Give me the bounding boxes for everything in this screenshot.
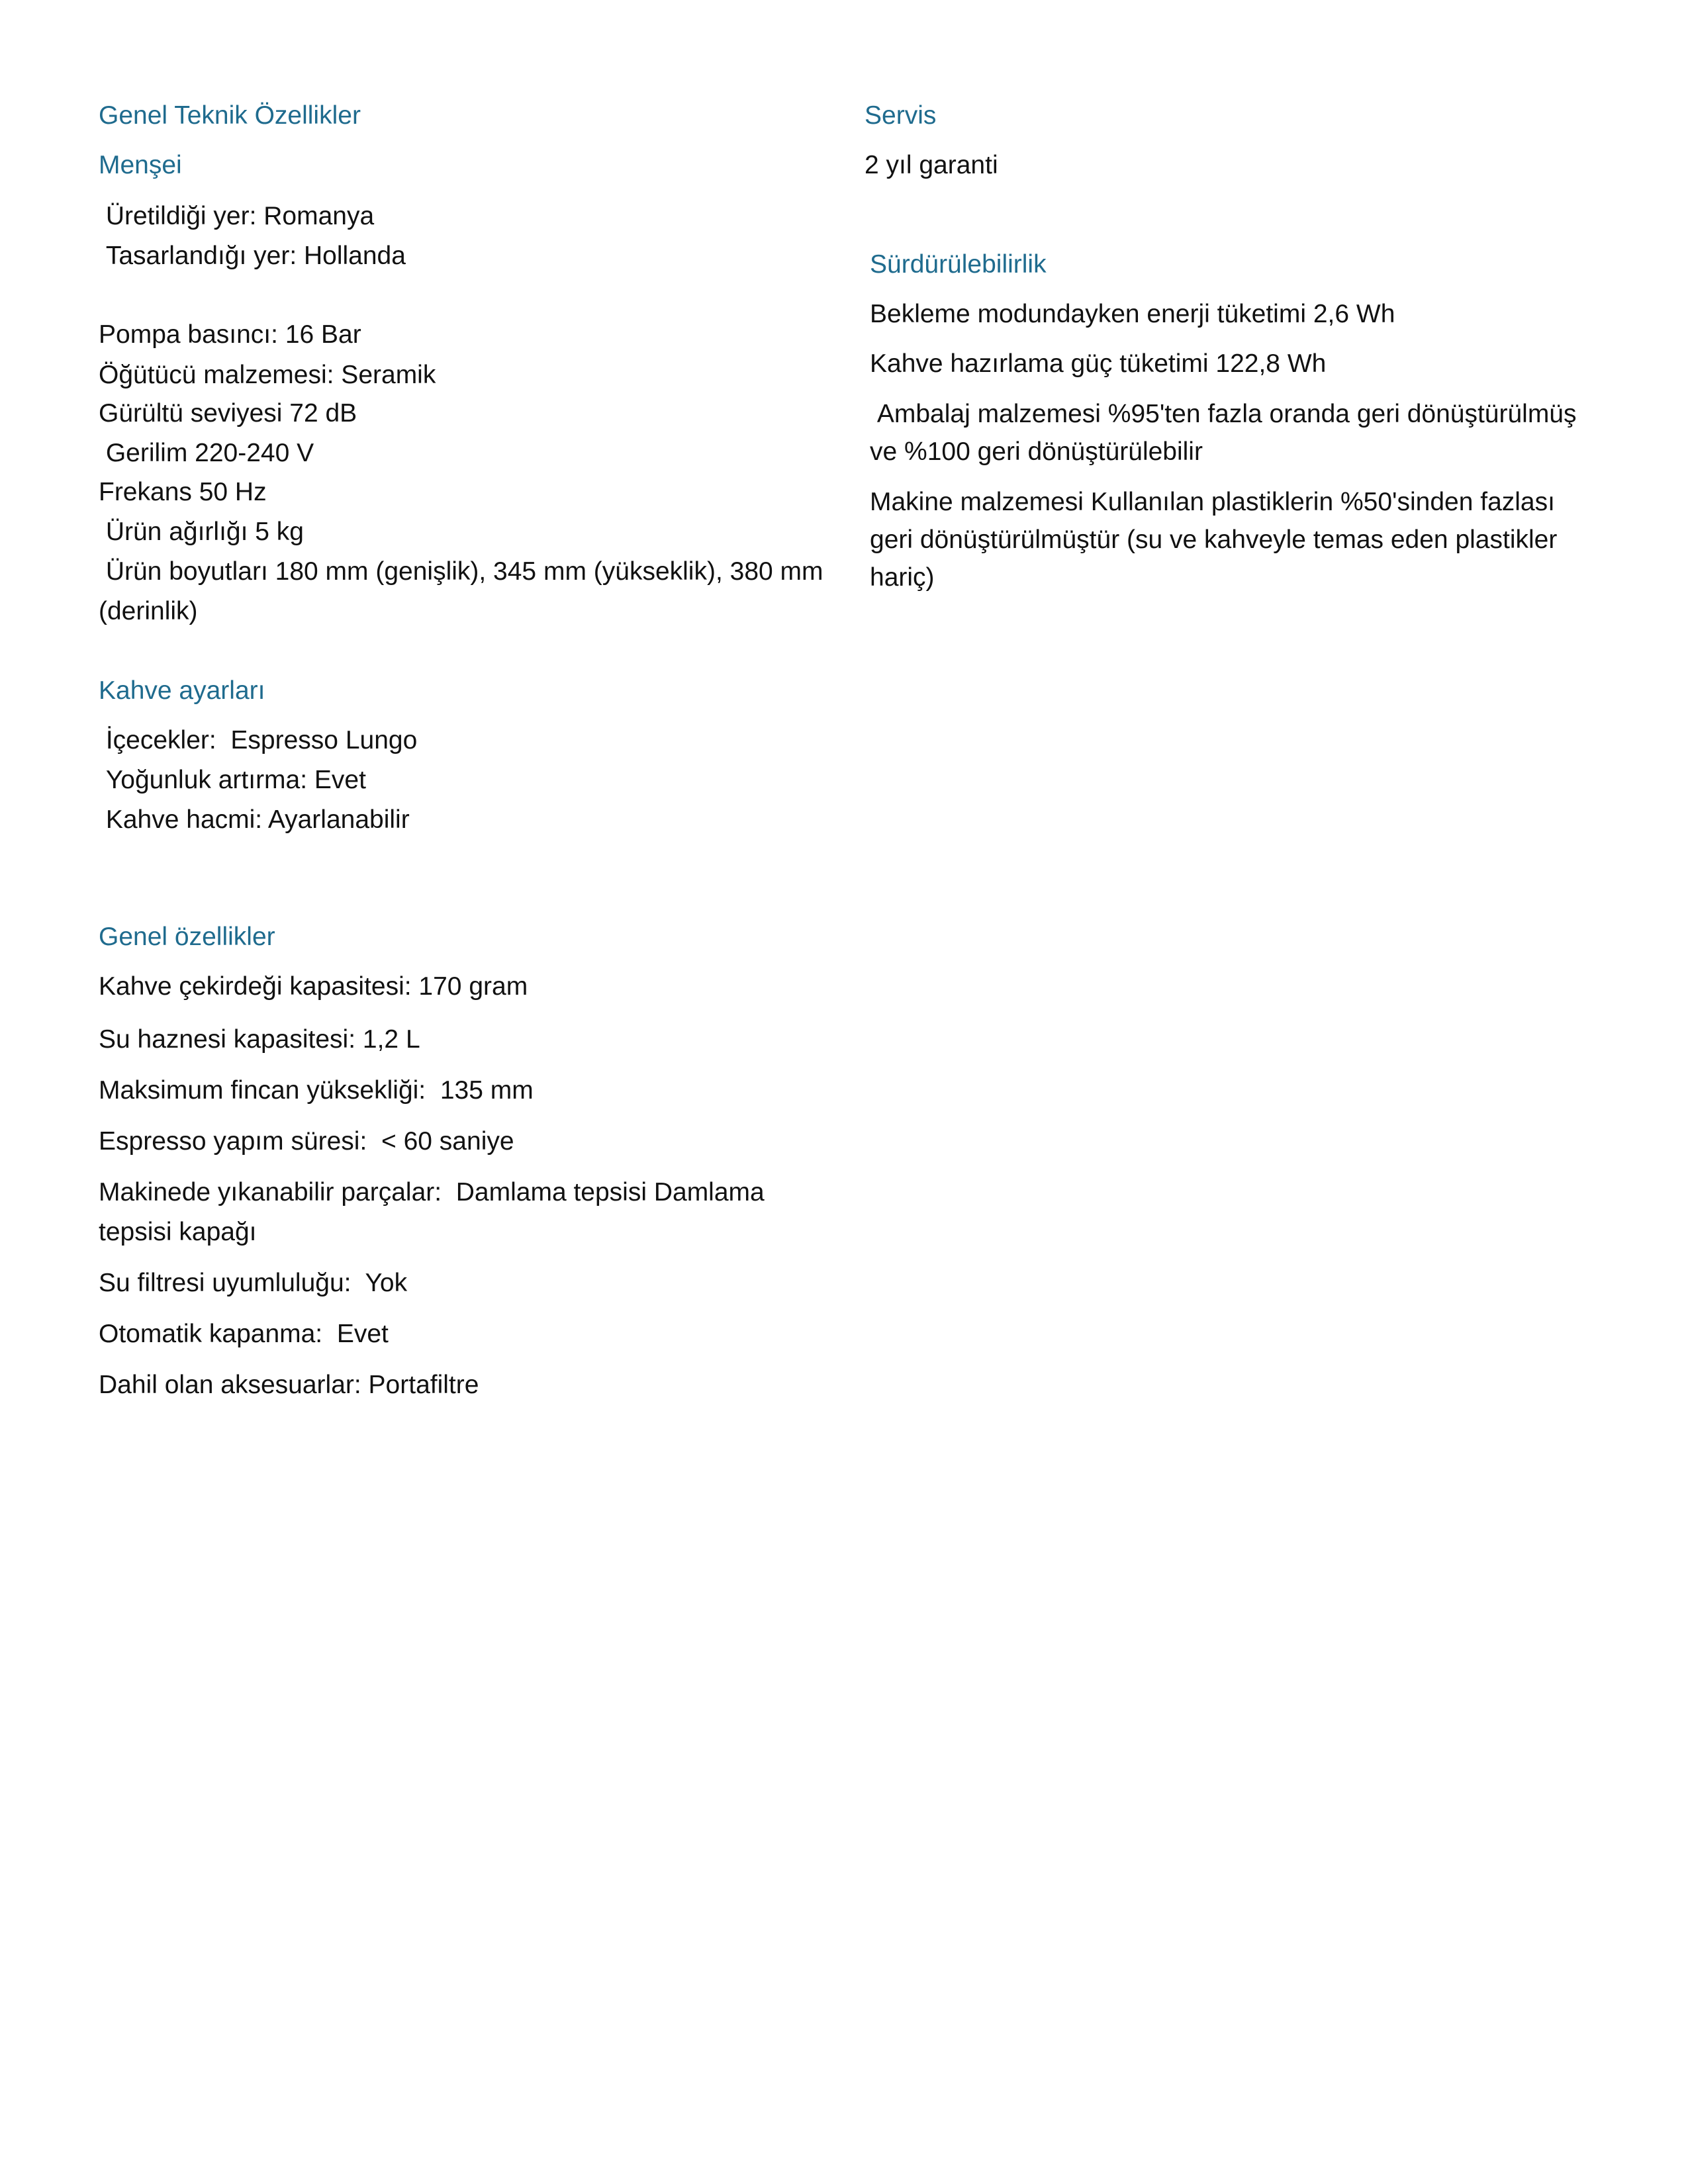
general-features-heading: Genel özellikler bbox=[99, 923, 275, 951]
sustainability-item: Ambalaj malzemesi %95'ten fazla oranda geri dönüştürülmüş ve %100 geri dönüştürülebilir bbox=[870, 400, 1584, 466]
general-feature-item: Dahil olan aksesuarlar: Portafiltre bbox=[99, 1371, 479, 1399]
general-feature-item: Otomatik kapanma: Evet bbox=[99, 1320, 389, 1348]
origin-item: Üretildiği yer: Romanya bbox=[99, 202, 375, 230]
sustainability-item: Bekleme modundayken enerji tüketimi 2,6 Wh bbox=[870, 300, 1395, 328]
service-text: 2 yıl garanti bbox=[865, 151, 998, 179]
general-feature-item: Su filtresi uyumluluğu: Yok bbox=[99, 1269, 408, 1297]
sustainability-item: Makine malzemesi Kullanılan plastiklerin %50'sinden fazlası geri dönüştürülmüştür (su ve kahveyle temas eden plastikler hariç) bbox=[870, 488, 1565, 592]
origin-item: Tasarlandığı yer: Hollanda bbox=[99, 242, 406, 270]
origin-heading: Menşei bbox=[99, 151, 182, 179]
general-feature-item: Su haznesi kapasitesi: 1,2 L bbox=[99, 1025, 420, 1054]
spec-item: Pompa basıncı: 16 Bar bbox=[99, 320, 361, 349]
spec-item: Frekans 50 Hz bbox=[99, 478, 267, 506]
spec-item: Gürültü seviyesi 72 dB bbox=[99, 399, 357, 428]
coffee-settings-heading: Kahve ayarları bbox=[99, 676, 265, 705]
section-title: Genel Teknik Özellikler bbox=[99, 101, 361, 130]
spec-item: Ürün ağırlığı 5 kg bbox=[99, 518, 304, 546]
coffee-setting-item: İçecekler: Espresso Lungo bbox=[99, 726, 418, 754]
general-feature-item: Maksimum fincan yüksekliği: 135 mm bbox=[99, 1076, 534, 1105]
general-feature-item: Makinede yıkanabilir parçalar: Damlama tepsisi Damlama tepsisi kapağı bbox=[99, 1178, 772, 1246]
service-heading: Servis bbox=[865, 101, 937, 130]
sustainability-heading: Sürdürülebilirlik bbox=[870, 250, 1047, 279]
coffee-setting-item: Kahve hacmi: Ayarlanabilir bbox=[99, 805, 410, 834]
general-feature-item: Kahve çekirdeği kapasitesi: 170 gram bbox=[99, 972, 528, 1001]
spec-item: Ürün boyutları 180 mm (genişlik), 345 mm (yükseklik), 380 mm (derinlik) bbox=[99, 557, 831, 625]
general-feature-item: Espresso yapım süresi: < 60 saniye bbox=[99, 1127, 514, 1156]
spec-item: Öğütücü malzemesi: Seramik bbox=[99, 361, 436, 389]
spec-item: Gerilim 220-240 V bbox=[99, 439, 314, 467]
coffee-setting-item: Yoğunluk artırma: Evet bbox=[99, 766, 366, 794]
sustainability-item: Kahve hazırlama güç tüketimi 122,8 Wh bbox=[870, 349, 1327, 378]
